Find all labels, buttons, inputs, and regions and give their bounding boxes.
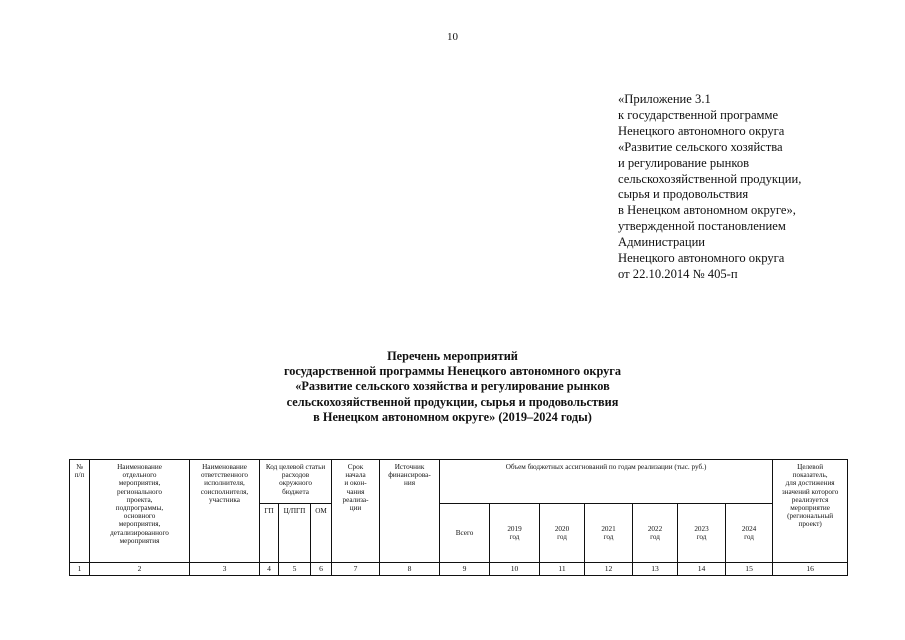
- header-cell-year-2022: 2022 год: [633, 504, 678, 563]
- appendix-line: и регулирование рынков: [618, 155, 750, 170]
- column-number-cell: 9: [440, 563, 490, 576]
- appendix-note: [618, 92, 878, 283]
- column-number-cell: 1: [70, 563, 90, 576]
- column-number-cell: 10: [490, 563, 540, 576]
- header-cell-year-2019: 2019 год: [490, 504, 540, 563]
- appendix-line: в Ненецком автономном округе»,: [618, 203, 796, 218]
- appendix-line: сельскохозяйственной продукции,: [618, 171, 802, 186]
- column-number-cell: 12: [585, 563, 633, 576]
- header-cell-year-2023: 2023 год: [678, 504, 726, 563]
- title-line: Перечень мероприятий: [387, 349, 518, 363]
- column-number-cell: 16: [773, 563, 848, 576]
- appendix-line: от 22.10.2014 № 405-п: [618, 266, 738, 281]
- appendix-line: «Развитие сельского хозяйства: [618, 139, 783, 154]
- header-cell-source: Источник финансирова- ния: [380, 460, 440, 563]
- column-number-cell: 3: [190, 563, 260, 576]
- title-line: «Развитие сельского хозяйства и регулирование рынков: [295, 379, 610, 394]
- column-number-cell: 6: [311, 563, 332, 576]
- header-cell-year-2024: 2024 год: [726, 504, 773, 563]
- column-number-cell: 2: [90, 563, 190, 576]
- appendix-line: сырья и продовольствия: [618, 187, 749, 202]
- page-number: 10: [447, 31, 458, 43]
- header-cell-code-om: ОМ: [311, 504, 332, 563]
- header-cell-code-gp: ГП: [260, 504, 279, 563]
- document-title: [0, 349, 905, 425]
- column-number-cell: 11: [540, 563, 585, 576]
- column-number-cell: 4: [260, 563, 279, 576]
- appendix-line: «Приложение 3.1: [618, 92, 711, 106]
- column-number-cell: 8: [380, 563, 440, 576]
- header-cell-year-2020: 2020 год: [540, 504, 585, 563]
- column-number-row: [70, 563, 848, 576]
- column-number-cell: 7: [332, 563, 380, 576]
- appendix-line: Ненецкого автономного округа: [618, 123, 785, 138]
- column-number-cell: 13: [633, 563, 678, 576]
- header-cell-target-indicator: Целевой показатель, для достижения значений которого реализуется мероприятие (региональный проект): [773, 460, 848, 563]
- activities-table: [69, 459, 848, 576]
- appendix-line: Ненецкого автономного округа: [618, 251, 785, 266]
- header-cell-number: № п/п: [70, 460, 90, 563]
- header-cell-budget-code: Код целевой статьи расходов окружного бюджета: [260, 460, 332, 504]
- header-cell-name: Наименование отдельного мероприятия, регионального проекта, подпрограммы, основного мероприятия, детализированного мероприятия: [90, 460, 190, 563]
- title-line: сельскохозяйственной продукции, сырья и продовольствия: [286, 394, 619, 409]
- column-number-cell: 5: [279, 563, 311, 576]
- column-number-cell: 15: [726, 563, 773, 576]
- title-line: государственной программы Ненецкого автономного округа: [283, 364, 622, 379]
- header-cell-budget-volume: Объем бюджетных ассигнований по годам реализации (тыс. руб.): [440, 460, 773, 504]
- header-cell-year-2021: 2021 год: [585, 504, 633, 563]
- header-cell-total: Всего: [440, 504, 490, 563]
- title-line: в Ненецком автономном округе» (2019–2024 годы): [313, 409, 592, 424]
- header-cell-term: Срок начала и окон- чания реализа- ции: [332, 460, 380, 563]
- header-cell-code-cpgp: Ц/ПГП: [279, 504, 311, 563]
- appendix-line: к государственной программе: [618, 107, 779, 122]
- header-cell-executor: Наименование ответственного исполнителя, соисполнителя, участника: [190, 460, 260, 563]
- appendix-line: утвержденной постановлением: [618, 219, 786, 234]
- appendix-line: Администрации: [618, 235, 706, 250]
- column-number-cell: 14: [678, 563, 726, 576]
